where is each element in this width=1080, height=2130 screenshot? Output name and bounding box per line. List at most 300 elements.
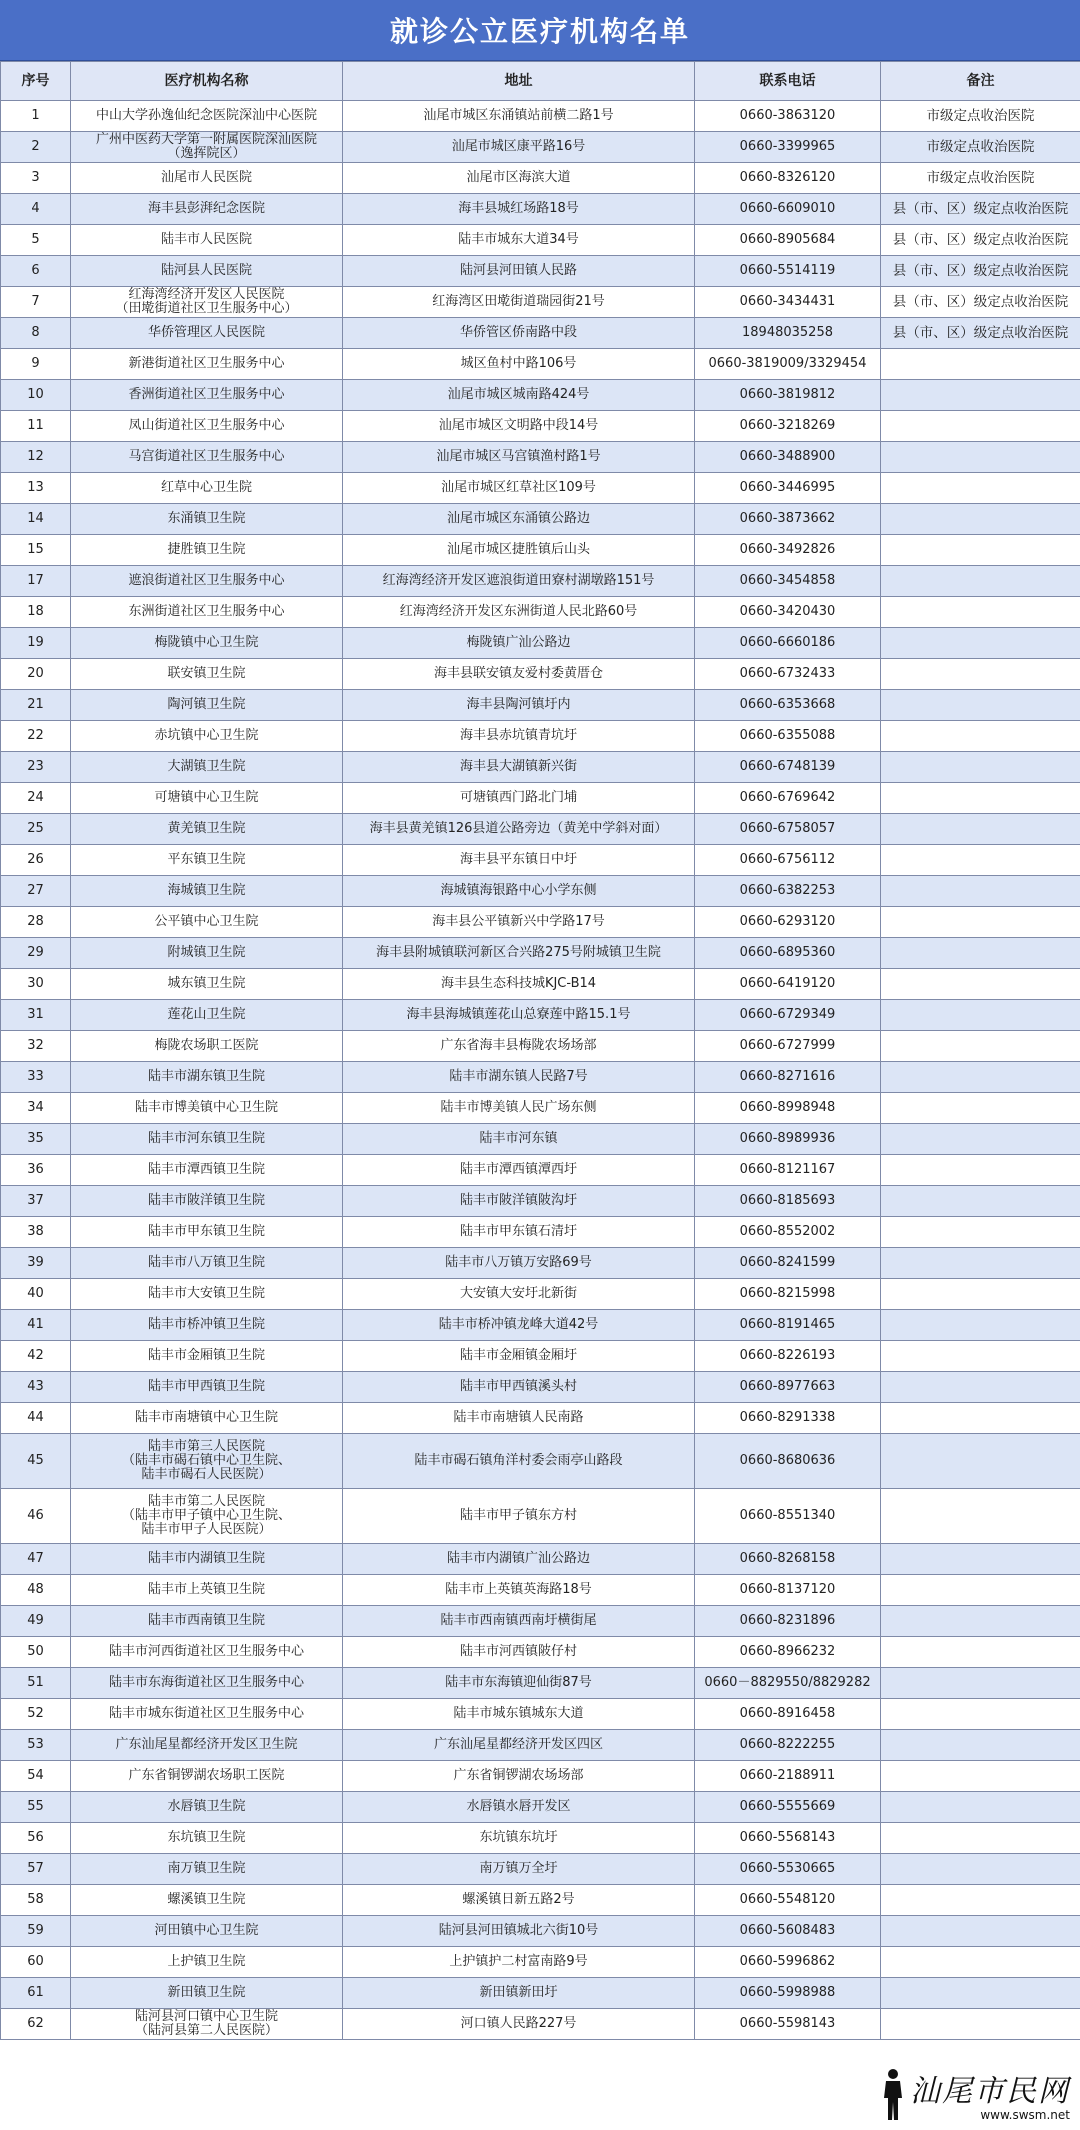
cell-note <box>881 876 1080 907</box>
table-row <box>1 1947 1080 1978</box>
cell-name: 陆丰市东海街道社区卫生服务中心 <box>71 1668 343 1699</box>
cell-name: 红草中心卫生院 <box>71 473 343 504</box>
cell-phone: 0660-8989936 <box>695 1124 881 1155</box>
table-row <box>1 566 1080 597</box>
cell-phone: 0660-6353668 <box>695 690 881 721</box>
table-row <box>1 1792 1080 1823</box>
cell-name: 东坑镇卫生院 <box>71 1823 343 1854</box>
cell-phone: 0660-6660186 <box>695 628 881 659</box>
cell-name: 南万镇卫生院 <box>71 1854 343 1885</box>
table-row <box>1 1279 1080 1310</box>
cell-note <box>881 1761 1080 1792</box>
cell-note <box>881 1489 1080 1544</box>
cell-no: 19 <box>1 628 71 659</box>
cell-name: 陆丰市甲东镇卫生院 <box>71 1217 343 1248</box>
cell-name: 陆丰市上英镇卫生院 <box>71 1575 343 1606</box>
cell-name: 凤山街道社区卫生服务中心 <box>71 411 343 442</box>
cell-no: 61 <box>1 1978 71 2009</box>
cell-name: 莲花山卫生院 <box>71 1000 343 1031</box>
table-row <box>1 1155 1080 1186</box>
cell-address: 汕尾市城区东涌镇站前横二路1号 <box>343 101 695 132</box>
table-row <box>1 1062 1080 1093</box>
cell-address: 海丰县城红场路18号 <box>343 194 695 225</box>
cell-no: 26 <box>1 845 71 876</box>
cell-address: 海丰县陶河镇圩内 <box>343 690 695 721</box>
cell-address: 大安镇大安圩北新街 <box>343 1279 695 1310</box>
cell-address: 陆丰市内湖镇广汕公路边 <box>343 1544 695 1575</box>
cell-phone: 0660-6419120 <box>695 969 881 1000</box>
cell-phone: 0660-6748139 <box>695 752 881 783</box>
cell-address: 广东省海丰县梅陇农场场部 <box>343 1031 695 1062</box>
cell-address: 螺溪镇日新五路2号 <box>343 1885 695 1916</box>
cell-no: 45 <box>1 1434 71 1489</box>
cell-address: 南万镇万全圩 <box>343 1854 695 1885</box>
cell-name: 陆丰市大安镇卫生院 <box>71 1279 343 1310</box>
cell-name: 螺溪镇卫生院 <box>71 1885 343 1916</box>
cell-address: 河口镇人民路227号 <box>343 2009 695 2040</box>
cell-no: 11 <box>1 411 71 442</box>
header-note: 备注 <box>881 62 1080 101</box>
table-row <box>1 1668 1080 1699</box>
cell-no: 31 <box>1 1000 71 1031</box>
table-row <box>1 876 1080 907</box>
cell-name: 华侨管理区人民医院 <box>71 318 343 349</box>
cell-name: 红海湾经济开发区人民医院 （田墘街道社区卫生服务中心） <box>71 287 343 318</box>
cell-phone: 0660-5996862 <box>695 1947 881 1978</box>
cell-note <box>881 1699 1080 1730</box>
watermark-url: www.swsm.net <box>980 2108 1070 2122</box>
cell-no: 50 <box>1 1637 71 1668</box>
cell-address: 广东汕尾星都经济开发区四区 <box>343 1730 695 1761</box>
cell-name: 陆丰市甲西镇卫生院 <box>71 1372 343 1403</box>
cell-name: 陆丰市博美镇中心卫生院 <box>71 1093 343 1124</box>
cell-note <box>881 2009 1080 2040</box>
cell-address: 城区鱼村中路106号 <box>343 349 695 380</box>
cell-no: 40 <box>1 1279 71 1310</box>
table-row <box>1 1403 1080 1434</box>
table-row <box>1 1310 1080 1341</box>
cell-phone: 0660-2188911 <box>695 1761 881 1792</box>
cell-no: 12 <box>1 442 71 473</box>
table-row <box>1 1217 1080 1248</box>
cell-phone: 0660-3819009/3329454 <box>695 349 881 380</box>
institution-table <box>0 61 1080 2040</box>
table-row <box>1 535 1080 566</box>
cell-name: 东洲街道社区卫生服务中心 <box>71 597 343 628</box>
cell-name: 遮浪街道社区卫生服务中心 <box>71 566 343 597</box>
cell-phone: 0660-8680636 <box>695 1434 881 1489</box>
cell-phone: 0660-8222255 <box>695 1730 881 1761</box>
cell-name: 汕尾市人民医院 <box>71 163 343 194</box>
cell-note: 市级定点收治医院 <box>881 101 1080 132</box>
table-row <box>1 783 1080 814</box>
cell-address: 汕尾市城区东涌镇公路边 <box>343 504 695 535</box>
cell-phone: 0660-5998988 <box>695 1978 881 2009</box>
cell-note <box>881 690 1080 721</box>
cell-note <box>881 659 1080 690</box>
cell-name: 陆丰市潭西镇卫生院 <box>71 1155 343 1186</box>
cell-address: 陆丰市甲西镇溪头村 <box>343 1372 695 1403</box>
cell-name: 大湖镇卫生院 <box>71 752 343 783</box>
table-row <box>1 1854 1080 1885</box>
cell-no: 22 <box>1 721 71 752</box>
cell-phone: 0660-6727999 <box>695 1031 881 1062</box>
cell-address: 海丰县赤坑镇青坑圩 <box>343 721 695 752</box>
cell-no: 53 <box>1 1730 71 1761</box>
cell-phone: 0660-8966232 <box>695 1637 881 1668</box>
cell-no: 34 <box>1 1093 71 1124</box>
table-row <box>1 1699 1080 1730</box>
cell-phone: 0660-8226193 <box>695 1341 881 1372</box>
table-body <box>1 101 1080 2040</box>
cell-name: 新港街道社区卫生服务中心 <box>71 349 343 380</box>
cell-address: 陆丰市东海镇迎仙街87号 <box>343 1668 695 1699</box>
cell-no: 37 <box>1 1186 71 1217</box>
cell-note <box>881 1978 1080 2009</box>
cell-name: 公平镇中心卫生院 <box>71 907 343 938</box>
cell-phone: 0660-8905684 <box>695 225 881 256</box>
cell-name: 陆丰市金厢镇卫生院 <box>71 1341 343 1372</box>
cell-note <box>881 1730 1080 1761</box>
cell-note <box>881 1575 1080 1606</box>
table-row <box>1 1031 1080 1062</box>
cell-phone: 0660-6382253 <box>695 876 881 907</box>
cell-phone: 0660-3446995 <box>695 473 881 504</box>
cell-phone: 0660-6769642 <box>695 783 881 814</box>
cell-address: 汕尾市城区马宫镇渔村路1号 <box>343 442 695 473</box>
table-row <box>1 628 1080 659</box>
cell-phone: 0660-8977663 <box>695 1372 881 1403</box>
table-row <box>1 721 1080 752</box>
cell-no: 57 <box>1 1854 71 1885</box>
cell-note <box>881 566 1080 597</box>
cell-name: 香洲街道社区卫生服务中心 <box>71 380 343 411</box>
cell-no: 49 <box>1 1606 71 1637</box>
cell-phone: 0660-3873662 <box>695 504 881 535</box>
cell-phone: 18948035258 <box>695 318 881 349</box>
cell-address: 海丰县海城镇莲花山总寮莲中路15.1号 <box>343 1000 695 1031</box>
site-watermark <box>876 2066 1074 2124</box>
header-name: 医疗机构名称 <box>71 62 343 101</box>
cell-phone: 0660-8185693 <box>695 1186 881 1217</box>
cell-address: 汕尾市城区城南路424号 <box>343 380 695 411</box>
cell-note <box>881 1000 1080 1031</box>
cell-address: 汕尾市城区红草社区109号 <box>343 473 695 504</box>
cell-no: 39 <box>1 1248 71 1279</box>
cell-no: 56 <box>1 1823 71 1854</box>
cell-name: 平东镇卫生院 <box>71 845 343 876</box>
cell-note <box>881 1279 1080 1310</box>
cell-name: 河田镇中心卫生院 <box>71 1916 343 1947</box>
cell-address: 海城镇海银路中心小学东侧 <box>343 876 695 907</box>
cell-note <box>881 1885 1080 1916</box>
cell-phone: 0660-6729349 <box>695 1000 881 1031</box>
cell-note <box>881 349 1080 380</box>
cell-no: 21 <box>1 690 71 721</box>
table-row <box>1 1606 1080 1637</box>
cell-name: 东涌镇卫生院 <box>71 504 343 535</box>
cell-no: 18 <box>1 597 71 628</box>
table-row <box>1 1093 1080 1124</box>
table-row <box>1 1916 1080 1947</box>
cell-phone: 0660-5530665 <box>695 1854 881 1885</box>
header-phone: 联系电话 <box>695 62 881 101</box>
cell-phone: 0660-8191465 <box>695 1310 881 1341</box>
cell-note <box>881 1031 1080 1062</box>
cell-address: 陆丰市湖东镇人民路7号 <box>343 1062 695 1093</box>
cell-phone: 0660-8215998 <box>695 1279 881 1310</box>
table-row <box>1 101 1080 132</box>
table-row <box>1 132 1080 163</box>
cell-no: 35 <box>1 1124 71 1155</box>
cell-note <box>881 845 1080 876</box>
cell-name: 陆丰市第三人民医院 （陆丰市碣石镇中心卫生院、 陆丰市碣石人民医院） <box>71 1434 343 1489</box>
cell-no: 3 <box>1 163 71 194</box>
cell-no: 42 <box>1 1341 71 1372</box>
cell-address: 海丰县公平镇新兴中学路17号 <box>343 907 695 938</box>
watermark-site-name: 汕尾市民网 <box>910 2074 1070 2109</box>
cell-note: 市级定点收治医院 <box>881 163 1080 194</box>
cell-phone: 0660-5514119 <box>695 256 881 287</box>
cell-address: 华侨管区侨南路中段 <box>343 318 695 349</box>
cell-no: 32 <box>1 1031 71 1062</box>
cell-address: 陆丰市河西镇陂仔村 <box>343 1637 695 1668</box>
cell-note <box>881 504 1080 535</box>
cell-name: 广东汕尾星都经济开发区卫生院 <box>71 1730 343 1761</box>
cell-note <box>881 442 1080 473</box>
table-row <box>1 1372 1080 1403</box>
table-row <box>1 1575 1080 1606</box>
table-row <box>1 1489 1080 1544</box>
cell-note <box>881 473 1080 504</box>
table-row <box>1 659 1080 690</box>
person-silhouette-icon <box>880 2068 906 2122</box>
cell-name: 黄羌镇卫生院 <box>71 814 343 845</box>
table-row <box>1 907 1080 938</box>
cell-note <box>881 1217 1080 1248</box>
cell-name: 水唇镇卫生院 <box>71 1792 343 1823</box>
cell-note <box>881 814 1080 845</box>
table-row <box>1 1124 1080 1155</box>
cell-address: 陆丰市城东镇城东大道 <box>343 1699 695 1730</box>
cell-name: 陆丰市陂洋镇卫生院 <box>71 1186 343 1217</box>
cell-phone: 0660-6895360 <box>695 938 881 969</box>
cell-note: 县（市、区）级定点收治医院 <box>881 225 1080 256</box>
cell-no: 28 <box>1 907 71 938</box>
cell-phone: 0660-8271616 <box>695 1062 881 1093</box>
cell-no: 30 <box>1 969 71 1000</box>
cell-no: 15 <box>1 535 71 566</box>
cell-address: 陆河县河田镇人民路 <box>343 256 695 287</box>
cell-no: 44 <box>1 1403 71 1434</box>
cell-name: 陆丰市城东街道社区卫生服务中心 <box>71 1699 343 1730</box>
cell-note <box>881 1544 1080 1575</box>
cell-phone: 0660－8829550/8829282 <box>695 1668 881 1699</box>
cell-phone: 0660-5608483 <box>695 1916 881 1947</box>
cell-note <box>881 907 1080 938</box>
header-no: 序号 <box>1 62 71 101</box>
cell-no: 48 <box>1 1575 71 1606</box>
table-row <box>1 752 1080 783</box>
table-row <box>1 2009 1080 2040</box>
cell-phone: 0660-5548120 <box>695 1885 881 1916</box>
cell-no: 33 <box>1 1062 71 1093</box>
cell-address: 海丰县黄羌镇126县道公路旁边（黄羌中学斜对面） <box>343 814 695 845</box>
table-row <box>1 287 1080 318</box>
cell-note <box>881 938 1080 969</box>
cell-no: 6 <box>1 256 71 287</box>
table-row <box>1 194 1080 225</box>
header-address: 地址 <box>343 62 695 101</box>
cell-phone: 0660-8916458 <box>695 1699 881 1730</box>
table-row <box>1 504 1080 535</box>
cell-note: 县（市、区）级定点收治医院 <box>881 318 1080 349</box>
cell-no: 59 <box>1 1916 71 1947</box>
table-row <box>1 318 1080 349</box>
cell-no: 13 <box>1 473 71 504</box>
cell-name: 陆丰市西南镇卫生院 <box>71 1606 343 1637</box>
table-row <box>1 1544 1080 1575</box>
cell-address: 汕尾市区海滨大道 <box>343 163 695 194</box>
table-row <box>1 473 1080 504</box>
cell-no: 9 <box>1 349 71 380</box>
table-row <box>1 1341 1080 1372</box>
cell-address: 陆丰市上英镇英海路18号 <box>343 1575 695 1606</box>
cell-address: 汕尾市城区捷胜镇后山头 <box>343 535 695 566</box>
cell-name: 陆河县人民医院 <box>71 256 343 287</box>
page-title <box>0 0 1080 61</box>
cell-no: 24 <box>1 783 71 814</box>
cell-phone: 0660-6609010 <box>695 194 881 225</box>
cell-no: 7 <box>1 287 71 318</box>
cell-address: 新田镇新田圩 <box>343 1978 695 2009</box>
table-row <box>1 938 1080 969</box>
cell-note <box>881 411 1080 442</box>
table-row <box>1 1823 1080 1854</box>
cell-phone: 0660-8137120 <box>695 1575 881 1606</box>
table-row <box>1 1434 1080 1489</box>
table-row <box>1 690 1080 721</box>
table-row <box>1 411 1080 442</box>
cell-name: 陆丰市湖东镇卫生院 <box>71 1062 343 1093</box>
cell-address: 可塘镇西门路北门埔 <box>343 783 695 814</box>
cell-no: 54 <box>1 1761 71 1792</box>
cell-address: 东坑镇东坑圩 <box>343 1823 695 1854</box>
cell-name: 陆丰市桥冲镇卫生院 <box>71 1310 343 1341</box>
cell-no: 4 <box>1 194 71 225</box>
cell-name: 陆丰市第二人民医院 （陆丰市甲子镇中心卫生院、 陆丰市甲子人民医院） <box>71 1489 343 1544</box>
table-row <box>1 1730 1080 1761</box>
cell-phone: 0660-5568143 <box>695 1823 881 1854</box>
table-row <box>1 1761 1080 1792</box>
cell-phone: 0660-5598143 <box>695 2009 881 2040</box>
table-row <box>1 1885 1080 1916</box>
cell-name: 城东镇卫生院 <box>71 969 343 1000</box>
cell-address: 陆丰市金厢镇金厢圩 <box>343 1341 695 1372</box>
cell-phone: 0660-3488900 <box>695 442 881 473</box>
cell-name: 梅陇镇中心卫生院 <box>71 628 343 659</box>
table-row <box>1 1186 1080 1217</box>
cell-phone: 0660-8231896 <box>695 1606 881 1637</box>
cell-phone: 0660-8998948 <box>695 1093 881 1124</box>
cell-name: 捷胜镇卫生院 <box>71 535 343 566</box>
cell-address: 陆丰市博美镇人民广场东侧 <box>343 1093 695 1124</box>
table-row <box>1 969 1080 1000</box>
cell-name: 陆丰市河东镇卫生院 <box>71 1124 343 1155</box>
cell-note <box>881 1248 1080 1279</box>
table-row <box>1 1000 1080 1031</box>
cell-note <box>881 1372 1080 1403</box>
cell-address: 水唇镇水唇开发区 <box>343 1792 695 1823</box>
table-row <box>1 814 1080 845</box>
cell-note <box>881 1434 1080 1489</box>
table-row <box>1 256 1080 287</box>
cell-note <box>881 380 1080 411</box>
cell-name: 陆丰市河西街道社区卫生服务中心 <box>71 1637 343 1668</box>
cell-no: 46 <box>1 1489 71 1544</box>
cell-note <box>881 721 1080 752</box>
cell-phone: 0660-3399965 <box>695 132 881 163</box>
cell-address: 汕尾市城区康平路16号 <box>343 132 695 163</box>
cell-name: 赤坑镇中心卫生院 <box>71 721 343 752</box>
cell-name: 陆丰市内湖镇卫生院 <box>71 1544 343 1575</box>
table-row <box>1 1978 1080 2009</box>
cell-note <box>881 1854 1080 1885</box>
cell-note <box>881 628 1080 659</box>
cell-address: 海丰县大湖镇新兴街 <box>343 752 695 783</box>
table-row <box>1 225 1080 256</box>
cell-note <box>881 1668 1080 1699</box>
cell-no: 38 <box>1 1217 71 1248</box>
cell-no: 8 <box>1 318 71 349</box>
cell-address: 陆丰市河东镇 <box>343 1124 695 1155</box>
cell-note <box>881 1606 1080 1637</box>
cell-address: 红海湾经济开发区东洲街道人民北路60号 <box>343 597 695 628</box>
cell-name: 马宫街道社区卫生服务中心 <box>71 442 343 473</box>
cell-phone: 0660-5555669 <box>695 1792 881 1823</box>
cell-note <box>881 1124 1080 1155</box>
cell-no: 27 <box>1 876 71 907</box>
cell-no: 51 <box>1 1668 71 1699</box>
table-header <box>1 62 1080 101</box>
cell-address: 海丰县生态科技城KJC-B14 <box>343 969 695 1000</box>
cell-no: 23 <box>1 752 71 783</box>
cell-address: 陆河县河田镇城北六街10号 <box>343 1916 695 1947</box>
cell-note <box>881 1186 1080 1217</box>
cell-name: 陆丰市人民医院 <box>71 225 343 256</box>
cell-phone: 0660-3434431 <box>695 287 881 318</box>
table-row <box>1 442 1080 473</box>
cell-phone: 0660-8121167 <box>695 1155 881 1186</box>
cell-address: 海丰县附城镇联河新区合兴路275号附城镇卫生院 <box>343 938 695 969</box>
cell-note <box>881 1823 1080 1854</box>
cell-address: 红海湾经济开发区遮浪街道田寮村湖墩路151号 <box>343 566 695 597</box>
cell-name: 陶河镇卫生院 <box>71 690 343 721</box>
cell-phone: 0660-8552002 <box>695 1217 881 1248</box>
table-row <box>1 1637 1080 1668</box>
cell-note <box>881 1310 1080 1341</box>
cell-note <box>881 1947 1080 1978</box>
table-row <box>1 845 1080 876</box>
cell-no: 1 <box>1 101 71 132</box>
cell-address: 陆丰市甲东镇石清圩 <box>343 1217 695 1248</box>
cell-name: 陆河县河口镇中心卫生院 （陆河县第二人民医院） <box>71 2009 343 2040</box>
cell-phone: 0660-3819812 <box>695 380 881 411</box>
cell-no: 52 <box>1 1699 71 1730</box>
cell-address: 陆丰市陂洋镇陂沟圩 <box>343 1186 695 1217</box>
cell-address: 海丰县联安镇友爱村委黄厝仓 <box>343 659 695 690</box>
table-row <box>1 597 1080 628</box>
